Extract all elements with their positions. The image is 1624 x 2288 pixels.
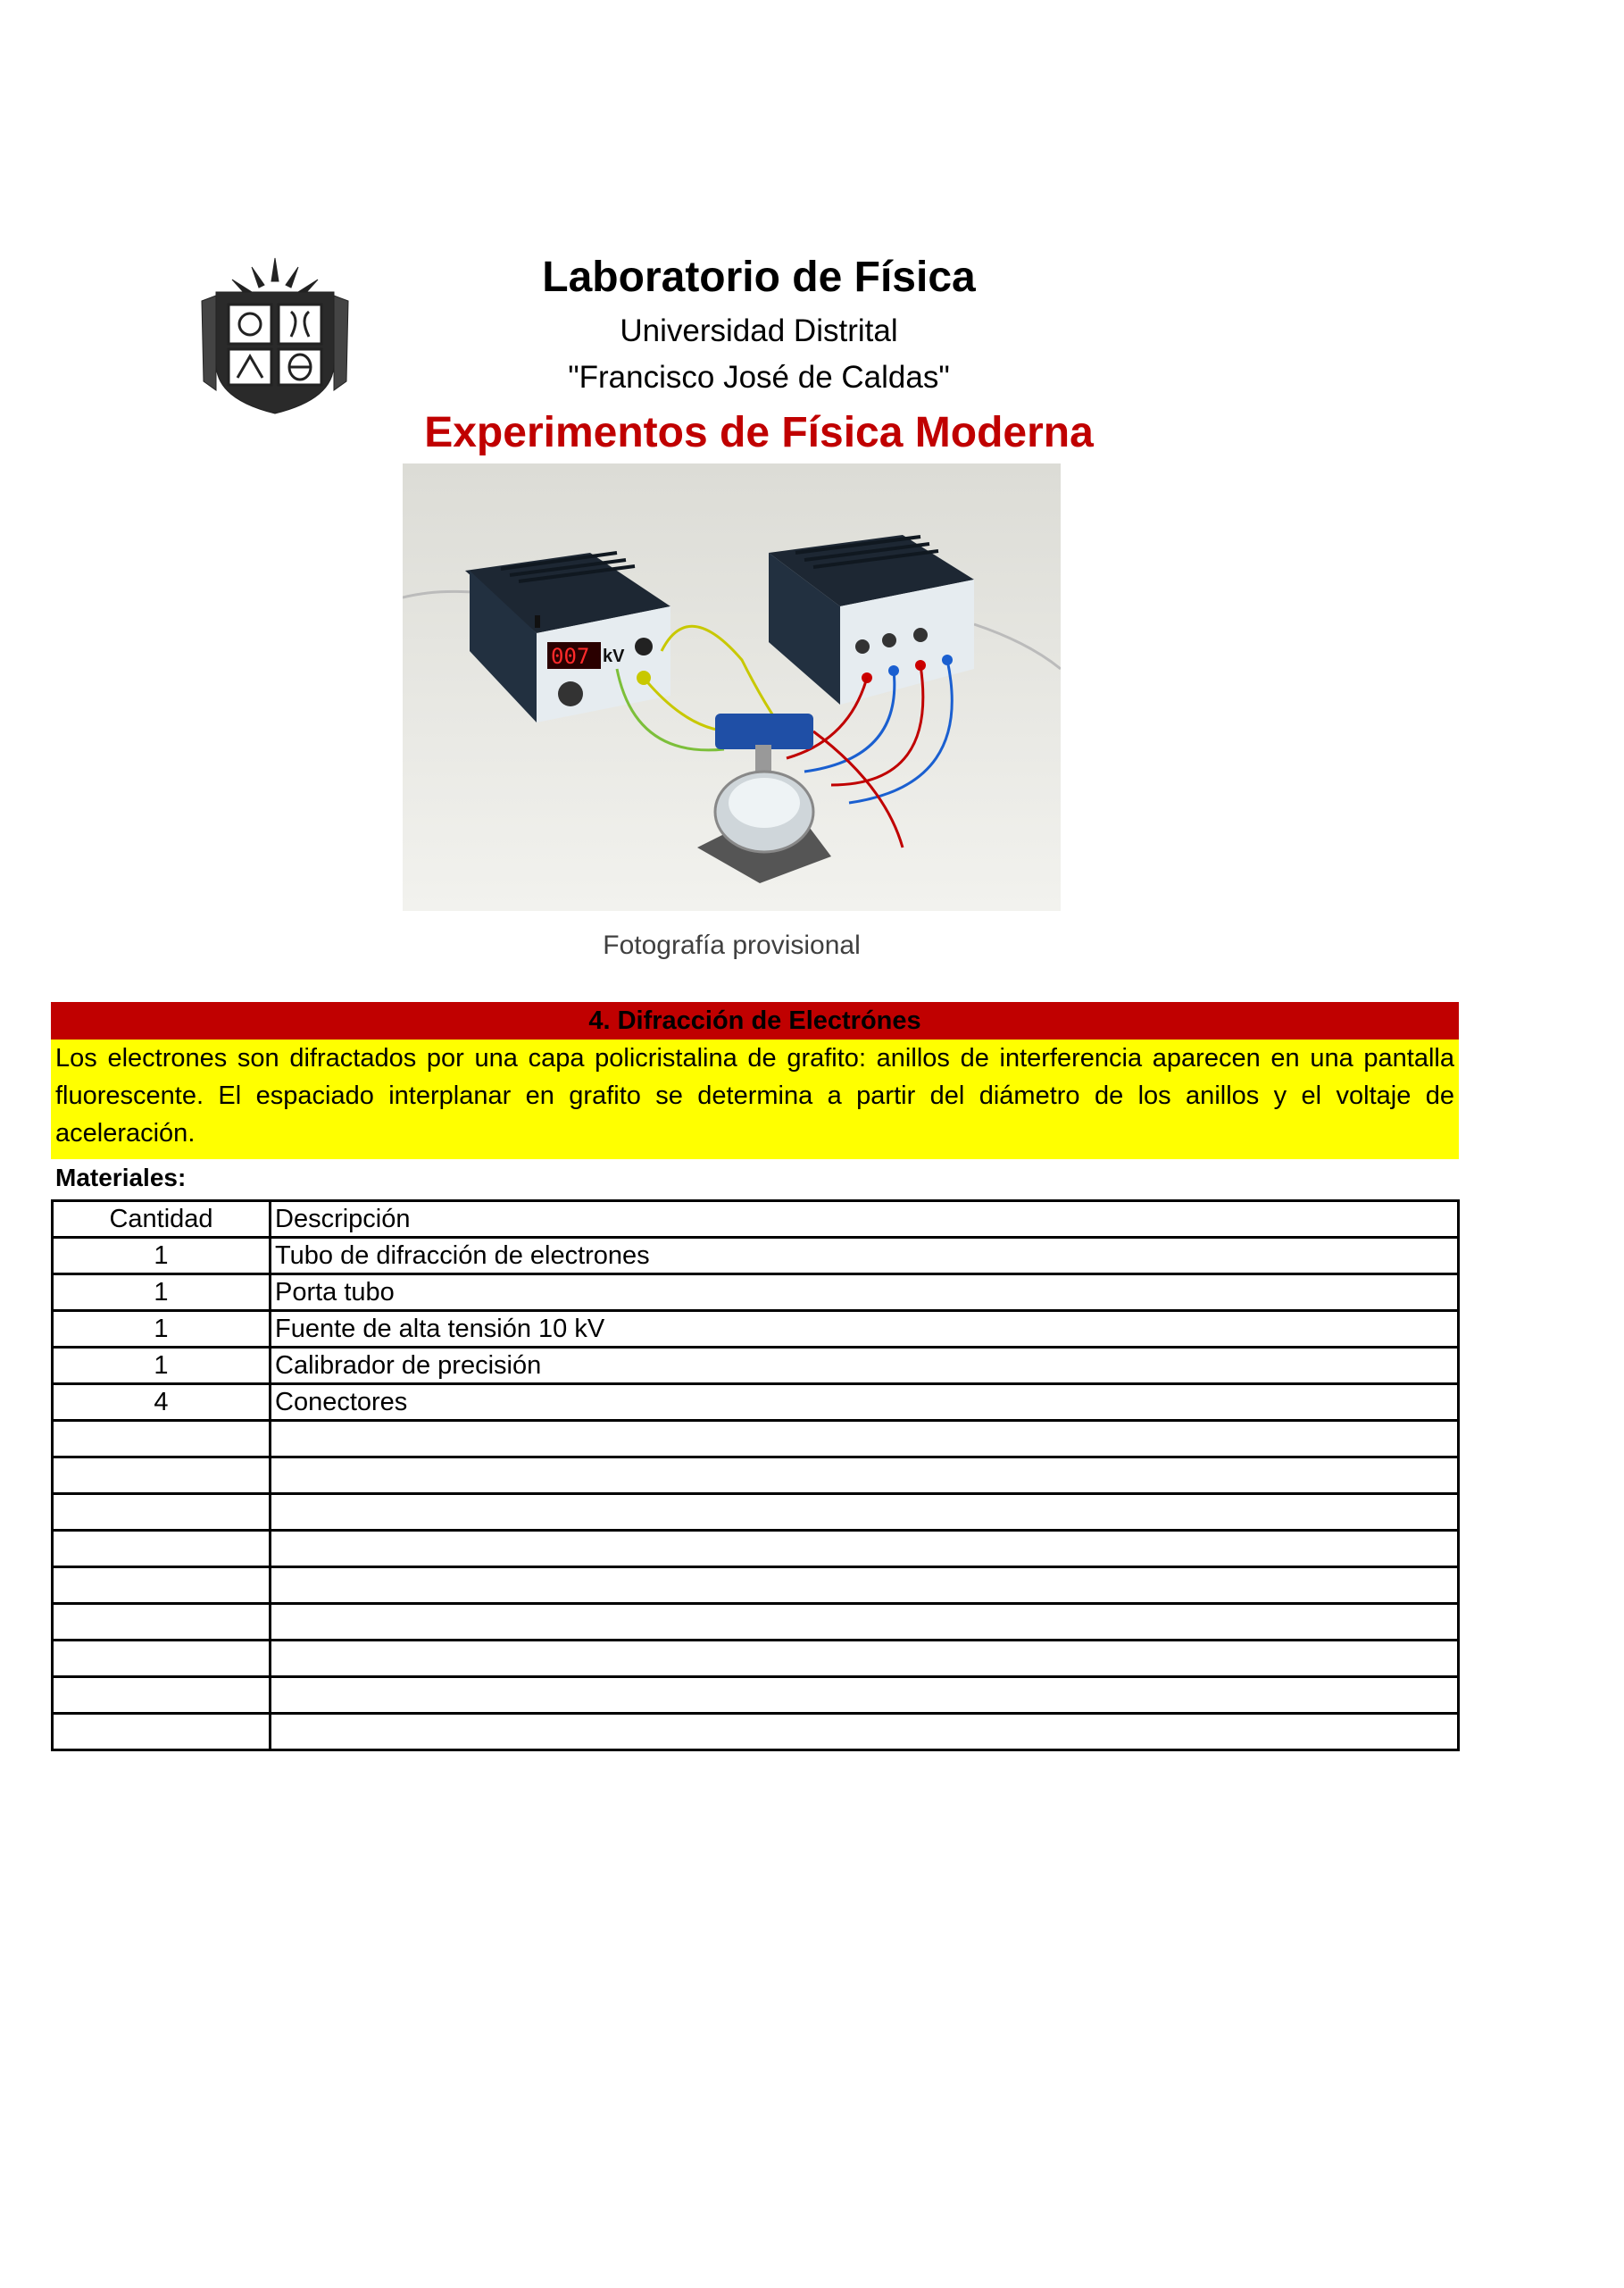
row-quantity bbox=[53, 1604, 271, 1641]
table-row bbox=[53, 1531, 1459, 1567]
row-quantity: 1 bbox=[53, 1311, 271, 1348]
row-quantity bbox=[53, 1457, 271, 1494]
row-description: Calibrador de precisión bbox=[271, 1348, 1459, 1384]
row-description bbox=[271, 1494, 1459, 1531]
experiment-description: Los electrones son difractados por una capa policristalina de grafito: anillos de interferencia aparecen en una pantalla fluorescente. El espaciado interplanar en grafito se determina a partir del diámetro de los anillos y el voltaje de aceleración. bbox=[51, 1040, 1459, 1159]
row-description bbox=[271, 1531, 1459, 1567]
university-seal-logo bbox=[198, 256, 352, 415]
table-row bbox=[53, 1641, 1459, 1677]
table-row bbox=[53, 1238, 1459, 1274]
experiment-title: 4. Difracción de Electrónes bbox=[51, 1002, 1459, 1040]
row-description: Porta tubo bbox=[271, 1274, 1459, 1311]
row-quantity: 1 bbox=[53, 1238, 271, 1274]
table-row bbox=[53, 1348, 1459, 1384]
apparatus-photo bbox=[403, 463, 1061, 911]
materials-label: Materiales: bbox=[55, 1164, 187, 1191]
row-quantity: 4 bbox=[53, 1384, 271, 1421]
row-description bbox=[271, 1567, 1459, 1604]
table-row bbox=[53, 1384, 1459, 1421]
row-description bbox=[271, 1641, 1459, 1677]
materials-table bbox=[51, 1199, 1460, 1751]
table-row bbox=[53, 1677, 1459, 1714]
table-row bbox=[53, 1421, 1459, 1457]
row-description bbox=[271, 1457, 1459, 1494]
row-quantity bbox=[53, 1531, 271, 1567]
row-quantity bbox=[53, 1494, 271, 1531]
table-row bbox=[53, 1311, 1459, 1348]
row-description: Fuente de alta tensión 10 kV bbox=[271, 1311, 1459, 1348]
row-quantity bbox=[53, 1641, 271, 1677]
table-header-row bbox=[53, 1201, 1459, 1238]
row-quantity: 1 bbox=[53, 1348, 271, 1384]
row-quantity bbox=[53, 1677, 271, 1714]
display-reading: 007 bbox=[551, 644, 590, 669]
row-description: Tubo de difracción de electrones bbox=[271, 1238, 1459, 1274]
row-description bbox=[271, 1714, 1459, 1750]
row-quantity: 1 bbox=[53, 1274, 271, 1311]
university-name: Universidad Distrital bbox=[620, 313, 898, 348]
row-quantity bbox=[53, 1714, 271, 1750]
lab-title: Laboratorio de Física bbox=[542, 254, 976, 301]
table-row bbox=[53, 1714, 1459, 1750]
table-row bbox=[53, 1457, 1459, 1494]
header-description: Descripción bbox=[271, 1201, 1459, 1238]
table-row bbox=[53, 1567, 1459, 1604]
photo-caption: Fotografía provisional bbox=[603, 931, 861, 960]
row-description: Conectores bbox=[271, 1384, 1459, 1421]
section-title: Experimentos de Física Moderna bbox=[424, 409, 1094, 456]
diffraction-tube bbox=[697, 714, 831, 883]
table-row bbox=[53, 1494, 1459, 1531]
row-quantity bbox=[53, 1567, 271, 1604]
row-description bbox=[271, 1677, 1459, 1714]
table-row bbox=[53, 1604, 1459, 1641]
display-unit: kV bbox=[603, 647, 625, 666]
table-row bbox=[53, 1274, 1459, 1311]
row-description bbox=[271, 1604, 1459, 1641]
university-full-name: "Francisco José de Caldas" bbox=[568, 360, 950, 395]
row-quantity bbox=[53, 1421, 271, 1457]
row-description bbox=[271, 1421, 1459, 1457]
header-quantity: Cantidad bbox=[53, 1201, 271, 1238]
